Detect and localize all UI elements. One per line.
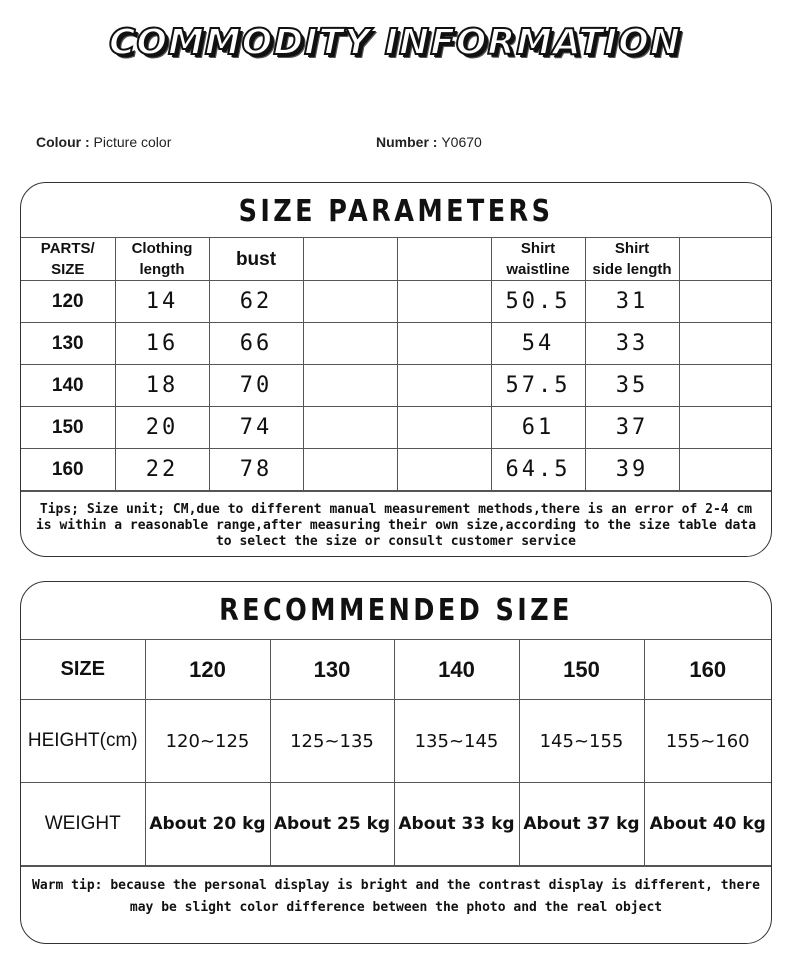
size-row bbox=[21, 281, 771, 323]
column-header: Shirt side length bbox=[585, 238, 679, 281]
measurement-cell: 31 bbox=[585, 281, 679, 323]
measurement-cell bbox=[303, 365, 397, 407]
size-label-cell: SIZE bbox=[21, 640, 145, 700]
height-label-cell: HEIGHT(cm) bbox=[21, 700, 145, 783]
size-header-row bbox=[21, 640, 771, 700]
measurement-cell: 78 bbox=[209, 449, 303, 491]
column-header: Clothing length bbox=[115, 238, 209, 281]
column-header: bust bbox=[209, 238, 303, 281]
weight-cell: About 33 kg bbox=[394, 783, 519, 866]
column-header: PARTS/ SIZE bbox=[21, 238, 115, 281]
measurement-cell: 64.5 bbox=[491, 449, 585, 491]
size-parameters-title: SIZE PARAMETERS bbox=[238, 194, 554, 229]
size-cell: 130 bbox=[21, 323, 115, 365]
weight-row bbox=[21, 783, 771, 866]
recommended-size-table bbox=[21, 639, 771, 866]
recommended-size-tip: Warm tip: because the personal display is bright and the contrast display is different, there may be slight color difference between the photo and the real object bbox=[21, 866, 771, 919]
measurement-cell: 33 bbox=[585, 323, 679, 365]
column-header bbox=[397, 238, 491, 281]
measurement-cell bbox=[397, 323, 491, 365]
height-cell: 120~125 bbox=[145, 700, 270, 783]
measurement-cell: 74 bbox=[209, 407, 303, 449]
weight-cell: About 37 kg bbox=[519, 783, 644, 866]
size-cell: 150 bbox=[21, 407, 115, 449]
measurement-cell: 66 bbox=[209, 323, 303, 365]
size-cell: 140 bbox=[21, 365, 115, 407]
measurement-cell bbox=[303, 281, 397, 323]
number-value: Y0670 bbox=[441, 134, 482, 150]
measurement-cell bbox=[303, 407, 397, 449]
page-title: COMMODITY INFORMATION bbox=[108, 22, 682, 63]
size-parameters-table bbox=[21, 237, 771, 491]
size-row bbox=[21, 323, 771, 365]
measurement-cell bbox=[397, 449, 491, 491]
size-row bbox=[21, 365, 771, 407]
weight-cell: About 40 kg bbox=[644, 783, 771, 866]
measurement-cell: 16 bbox=[115, 323, 209, 365]
weight-label-cell: WEIGHT bbox=[21, 783, 145, 866]
weight-cell: About 25 kg bbox=[270, 783, 394, 866]
height-cell: 145~155 bbox=[519, 700, 644, 783]
number-label: Number : bbox=[376, 134, 442, 150]
measurement-cell bbox=[679, 407, 771, 449]
measurement-cell bbox=[679, 323, 771, 365]
size-cell: 130 bbox=[270, 640, 394, 700]
measurement-cell bbox=[679, 281, 771, 323]
colour-info bbox=[36, 134, 171, 150]
column-header bbox=[303, 238, 397, 281]
measurement-cell bbox=[303, 449, 397, 491]
height-cell: 125~135 bbox=[270, 700, 394, 783]
weight-cell: About 20 kg bbox=[145, 783, 270, 866]
size-cell: 120 bbox=[145, 640, 270, 700]
measurement-cell bbox=[397, 281, 491, 323]
size-cell: 150 bbox=[519, 640, 644, 700]
column-header: Shirt waistline bbox=[491, 238, 585, 281]
size-row bbox=[21, 449, 771, 491]
measurement-cell: 14 bbox=[115, 281, 209, 323]
measurement-cell bbox=[303, 323, 397, 365]
recommended-size-panel bbox=[20, 581, 772, 944]
column-header bbox=[679, 238, 771, 281]
measurement-cell: 22 bbox=[115, 449, 209, 491]
size-row bbox=[21, 407, 771, 449]
measurement-cell bbox=[397, 407, 491, 449]
measurement-cell: 61 bbox=[491, 407, 585, 449]
recommended-size-title: RECOMMENDED SIZE bbox=[219, 593, 573, 628]
measurement-cell: 35 bbox=[585, 365, 679, 407]
height-cell: 155~160 bbox=[644, 700, 771, 783]
measurement-cell: 20 bbox=[115, 407, 209, 449]
height-cell: 135~145 bbox=[394, 700, 519, 783]
measurement-cell bbox=[397, 365, 491, 407]
measurement-cell: 37 bbox=[585, 407, 679, 449]
measurement-cell: 18 bbox=[115, 365, 209, 407]
size-cell: 120 bbox=[21, 281, 115, 323]
measurement-cell: 50.5 bbox=[491, 281, 585, 323]
measurement-cell: 70 bbox=[209, 365, 303, 407]
colour-value: Picture color bbox=[93, 134, 172, 150]
measurement-cell: 54 bbox=[491, 323, 585, 365]
size-parameters-tip: Tips; Size unit; CM,due to different manual measurement methods,there is an error of 2-4 cm is within a reasonable range,after measuring their own size,according to the size table data to select the size or consult customer service bbox=[21, 491, 771, 550]
measurement-cell: 57.5 bbox=[491, 365, 585, 407]
measurement-cell bbox=[679, 449, 771, 491]
size-parameters-panel bbox=[20, 182, 772, 557]
number-info bbox=[376, 134, 482, 150]
size-parameters-header-row bbox=[21, 238, 771, 281]
colour-label: Colour : bbox=[36, 134, 94, 150]
measurement-cell: 62 bbox=[209, 281, 303, 323]
measurement-cell: 39 bbox=[585, 449, 679, 491]
size-cell: 160 bbox=[644, 640, 771, 700]
height-row bbox=[21, 700, 771, 783]
size-cell: 160 bbox=[21, 449, 115, 491]
measurement-cell bbox=[679, 365, 771, 407]
size-cell: 140 bbox=[394, 640, 519, 700]
